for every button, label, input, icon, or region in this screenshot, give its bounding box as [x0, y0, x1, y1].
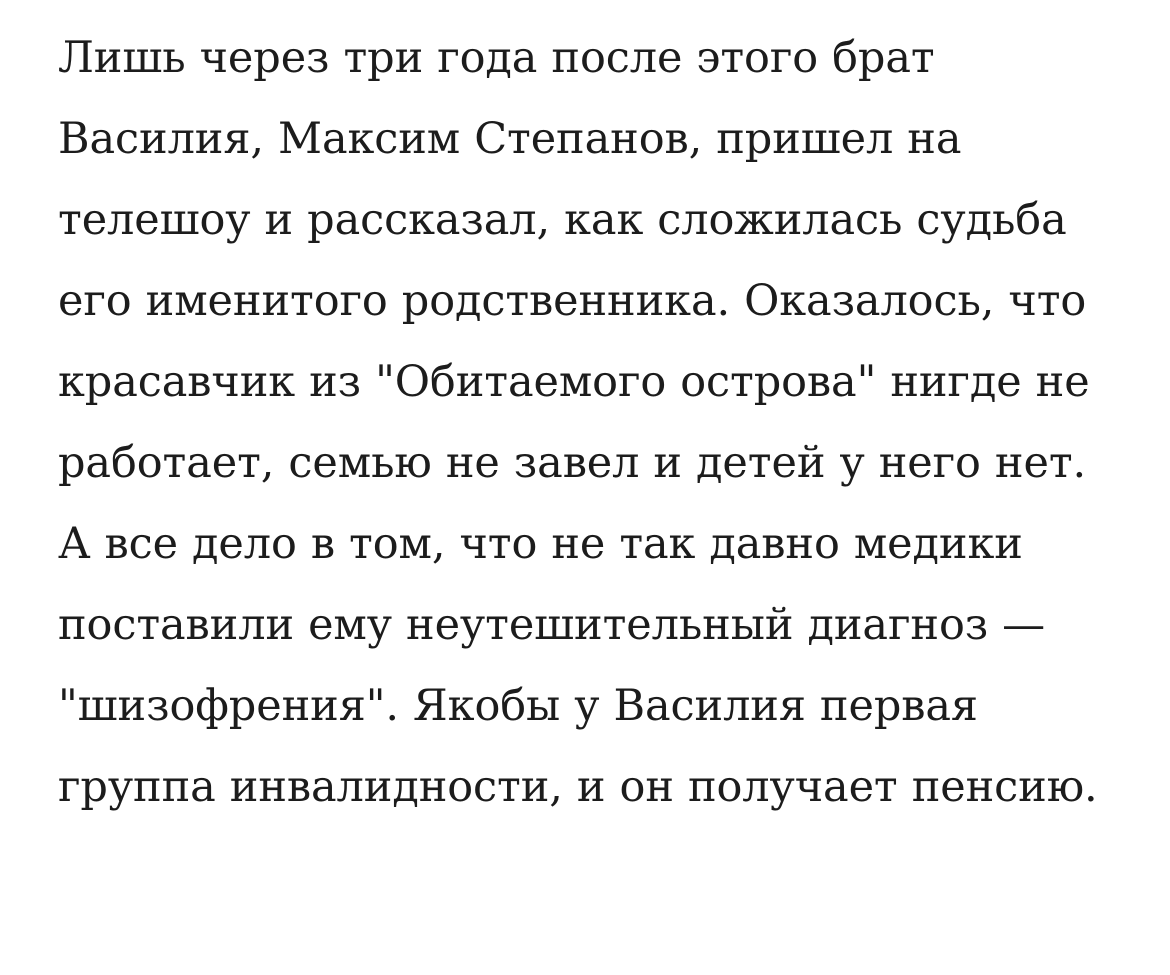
article-paragraph: Лишь через три года после этого брат Василия, Максим Степанов, пришел на телешоу и рассказал, как сложилась судьба его именитого родственника. Оказалось, что красавчик из "Обитаемого острова" нигде не работает, семью не завел и детей у него нет. А все дело в том, что не так давно медики поставили ему неутешительный диагноз — "шизофрения". Якобы у Василия первая группа инвалидности, и он получает пенсию.	[58, 33, 1098, 812]
